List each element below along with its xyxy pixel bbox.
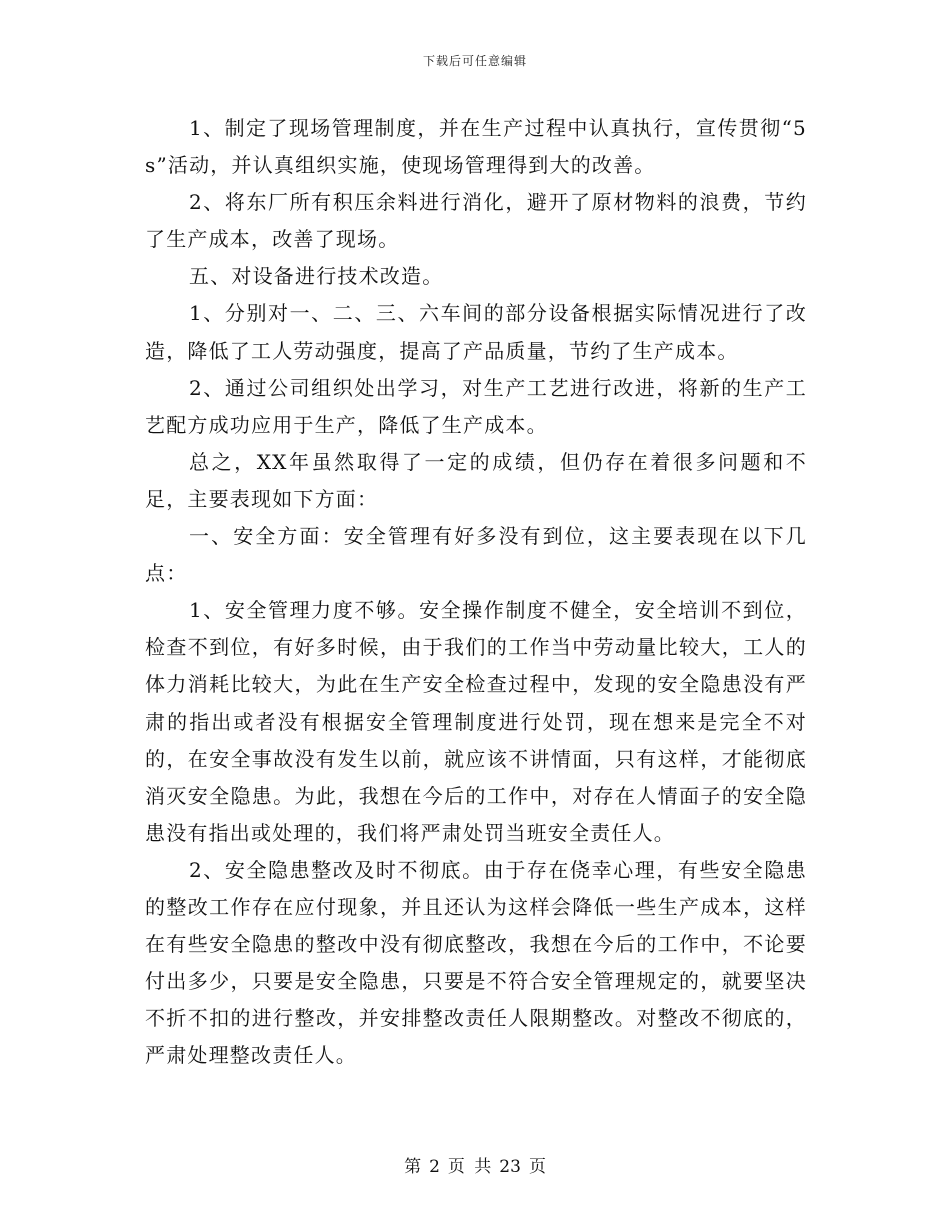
paragraph-summary: 总之，XX年虽然取得了一定的成绩，但仍存在着很多问题和不足，主要表现如下方面：	[145, 449, 807, 511]
footer-page-number: 2	[429, 1157, 440, 1177]
paragraph-safety-heading: 一、安全方面：安全管理有好多没有到位，这主要表现在以下几点：	[145, 524, 807, 586]
paragraph-4: 2、通过公司组织处出学习，对生产工艺进行改进，将新的生产工艺配方成功应用于生产，降低了生产成本。	[145, 375, 807, 437]
paragraph-1: 1、制定了现场管理制度，并在生产过程中认真执行，宣传贯彻“5s”活动，并认真组织实施，使现场管理得到大的改善。	[145, 116, 807, 178]
paragraph-safety-2: 2、安全隐患整改及时不彻底。由于存在侥幸心理，有些安全隐患的整改工作存在应付现象，并且还认为这样会降低一些生产成本，这样在有些安全隐患的整改中没有彻底整改，我想在今后的工作中，不论要付出多少，只要是安全隐患，只要是不符合安全管理规定的，就要坚决不折不扣的进行整改，并安排整改责任人限期整改。对整改不彻底的，严肃处理整改责任人。	[145, 857, 807, 1068]
paragraph-3: 1、分别对一、二、三、六车间的部分设备根据实际情况进行了改造，降低了工人劳动强度，提高了产品质量，节约了生产成本。	[145, 301, 807, 363]
page-number-footer	[0, 1152, 950, 1177]
paragraph-2: 2、将东厂所有积压余料进行消化，避开了原材物料的浪费，节约了生产成本，改善了现场。	[145, 190, 807, 252]
section-heading-5: 五、对设备进行技术改造。	[189, 264, 444, 289]
paragraph-safety-1: 1、安全管理力度不够。安全操作制度不健全，安全培训不到位，检查不到位，有好多时候，由于我们的工作当中劳动量比较大，工人的体力消耗比较大，为此在生产安全检查过程中，发现的安全隐患没有严肃的指出或者没有根据安全管理制度进行处罚，现在想来是完全不对的，在安全事故没有发生以前，就应该不讲情面，只有这样，才能彻底消灭安全隐患。为此，我想在今后的工作中，对存在人情面子的安全隐患没有指出或处理的，我们将严肃处罚当班安全责任人。	[145, 598, 807, 845]
footer-suffix: 页	[528, 1157, 546, 1177]
footer-prefix: 第	[404, 1157, 422, 1177]
footer-middle: 页 共	[447, 1157, 492, 1177]
page-header: 下载后可任意编辑	[422, 54, 527, 68]
document-body	[145, 110, 807, 1074]
footer-total-pages: 23	[499, 1157, 521, 1177]
